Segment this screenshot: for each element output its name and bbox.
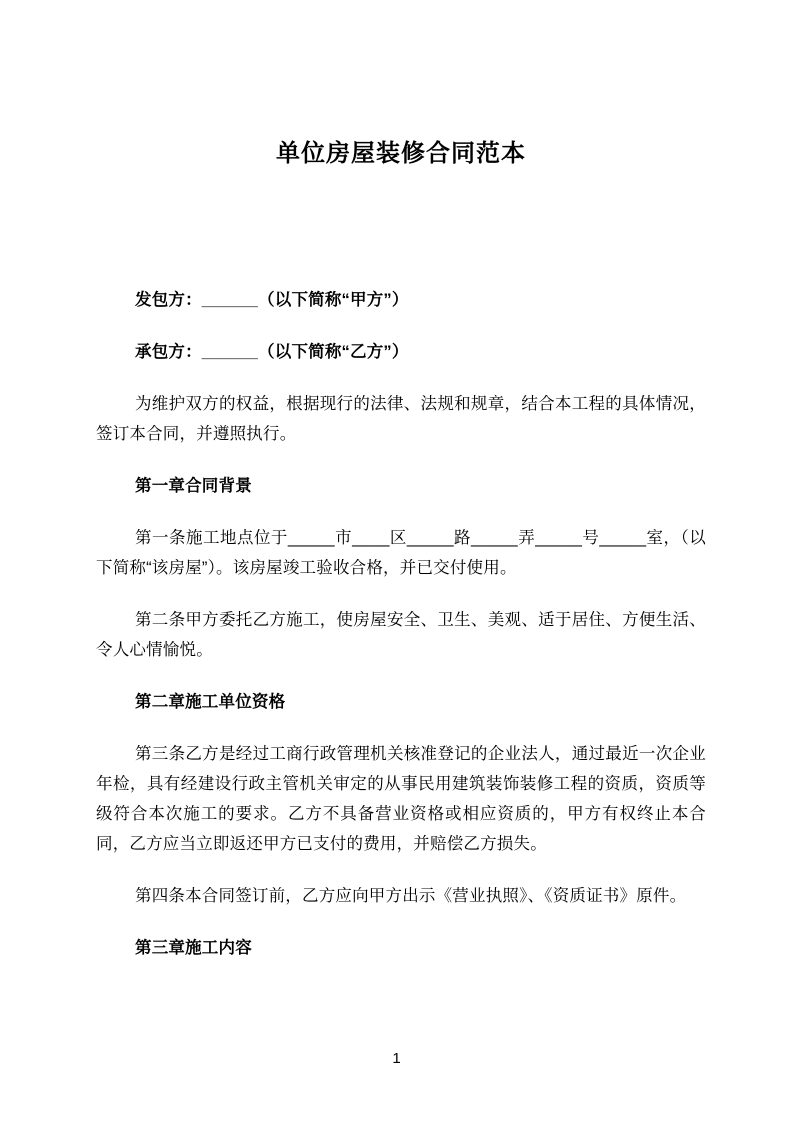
party-a-line: 发包方：______（以下简称“甲方”）: [135, 291, 409, 309]
party-b-line: 承包方：______（以下简称“乙方”）: [135, 343, 409, 361]
article-2-paragraph: 第二条甲方委托乙方施工，使房屋安全、卫生、美观、适于居住、方便生活、令人心情愉悦。: [96, 611, 706, 659]
article-1-paragraph: 第一条施工地点位于_____市____区_____路_____弄_____号_____室，（以下简称“该房屋”）。该房屋竣工验收合格，并已交付使用。: [96, 529, 706, 577]
article-3-paragraph: 第三条乙方是经过工商行政管理机关核准登记的企业法人，通过最近一次企业年检，具有经建设行政主管机关审定的从事民用建筑装饰装修工程的资质，资质等级符合本次施工的要求。乙方不具备营业资格或相应资质的，甲方有权终止本合同，乙方应当立即返还甲方已支付的费用，并赔偿乙方损失。: [96, 745, 706, 853]
chapter-2-heading: 第二章施工单位资格: [135, 693, 286, 711]
preamble-paragraph: 为维护双方的权益，根据现行的法律、法规和规章，结合本工程的具体情况，签订本合同，并遵照执行。: [96, 395, 706, 443]
chapter-3-heading: 第三章施工内容: [135, 939, 252, 957]
document-title: 单位房屋装修合同范本: [276, 140, 526, 167]
chapter-1-heading: 第一章合同背景: [135, 477, 252, 495]
article-4-paragraph: 第四条本合同签订前，乙方应向甲方出示《营业执照》、《资质证书》原件。: [135, 887, 687, 905]
page-number: 1: [392, 1050, 401, 1067]
